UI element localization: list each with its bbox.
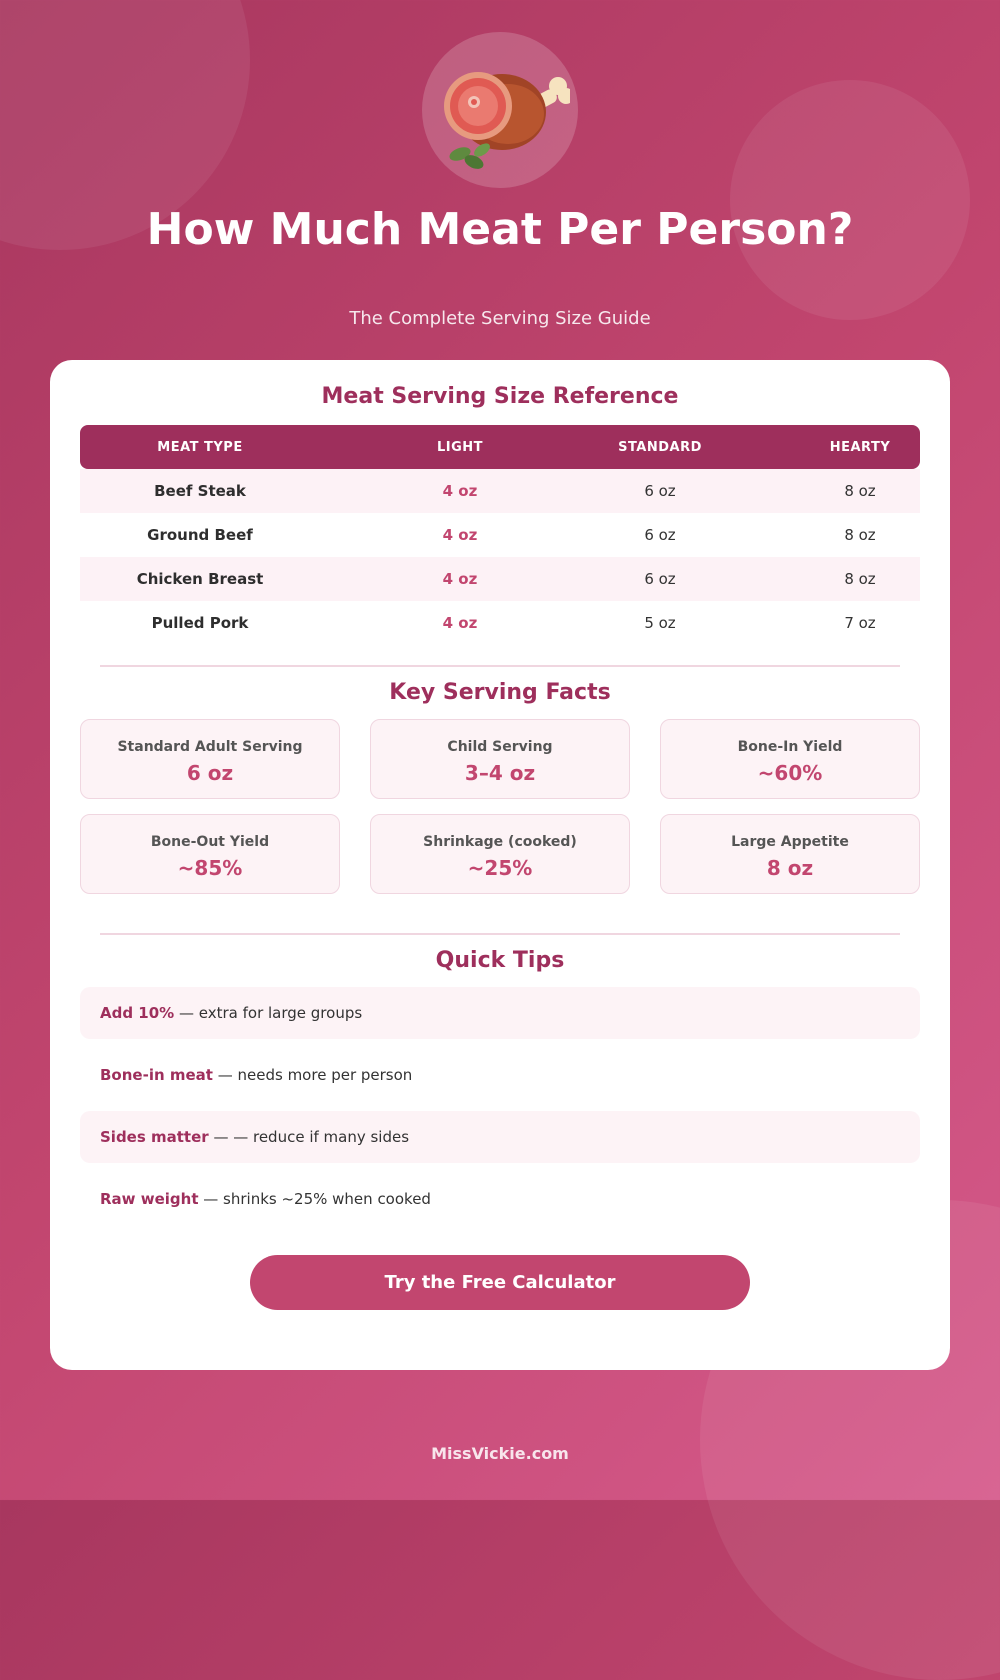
tip-item xyxy=(80,1111,920,1163)
column-header-meat-type: MEAT TYPE xyxy=(157,439,243,455)
standard-cell: 6 oz xyxy=(644,526,676,544)
fact-card-child xyxy=(370,719,630,799)
table-row xyxy=(80,557,920,601)
column-header-light: LIGHT xyxy=(436,439,484,455)
hearty-cell: 7 oz xyxy=(844,614,876,632)
hearty-cell: 8 oz xyxy=(844,570,876,588)
fact-card-bone-out-yield xyxy=(80,814,340,894)
calculator-cta-button[interactable]: Try the Free Calculator xyxy=(250,1255,750,1310)
page-title: How Much Meat Per Person? xyxy=(146,204,854,255)
light-cell: 4 oz xyxy=(442,570,478,588)
tip-key: Sides matter xyxy=(100,1128,209,1146)
tip-item xyxy=(80,1173,920,1225)
fact-value: 8 oz xyxy=(766,856,814,880)
hearty-cell: 8 oz xyxy=(844,482,876,500)
table-header xyxy=(80,425,920,469)
light-cell: 4 oz xyxy=(442,614,478,632)
facts-section-title: Key Serving Facts xyxy=(389,680,611,705)
fact-value: 6 oz xyxy=(186,761,234,785)
site-footer[interactable]: MissVickie.com xyxy=(431,1444,569,1463)
column-header-hearty: HEARTY xyxy=(829,439,891,455)
fact-label: Child Serving xyxy=(447,739,553,755)
tip-key: Raw weight xyxy=(100,1190,199,1208)
fact-label: Bone-In Yield xyxy=(737,739,843,755)
fact-card-bone-in-yield xyxy=(660,719,920,799)
section-divider xyxy=(100,933,900,935)
fact-card-large-appetite xyxy=(660,814,920,894)
table-row xyxy=(80,469,920,513)
serving-size-table xyxy=(80,425,920,645)
column-header-standard: STANDARD xyxy=(618,439,702,455)
ham-icon xyxy=(422,32,578,188)
section-divider xyxy=(100,665,900,667)
tip-text: — needs more per person xyxy=(212,1066,413,1084)
table-row xyxy=(80,601,920,645)
standard-cell: 5 oz xyxy=(644,614,676,632)
fact-value: ~60% xyxy=(757,761,823,785)
hearty-cell: 8 oz xyxy=(844,526,876,544)
page-subtitle: The Complete Serving Size Guide xyxy=(349,308,651,329)
tips-section-title: Quick Tips xyxy=(435,948,565,973)
fact-value: ~85% xyxy=(177,856,243,880)
fact-label: Standard Adult Serving xyxy=(117,739,303,755)
tip-key: Add 10% xyxy=(100,1004,175,1022)
fact-value: 3–4 oz xyxy=(464,761,536,785)
fact-card-standard-adult xyxy=(80,719,340,799)
tip-item xyxy=(80,1049,920,1101)
fact-card-shrinkage xyxy=(370,814,630,894)
standard-cell: 6 oz xyxy=(644,570,676,588)
table-row xyxy=(80,513,920,557)
meat-type-cell: Beef Steak xyxy=(154,482,246,500)
meat-type-cell: Pulled Pork xyxy=(151,614,249,632)
tip-text: — shrinks ~25% when cooked xyxy=(198,1190,431,1208)
tip-item xyxy=(80,987,920,1039)
meat-type-cell: Chicken Breast xyxy=(136,570,264,588)
fact-label: Bone-Out Yield xyxy=(150,834,270,850)
tip-text: — extra for large groups xyxy=(174,1004,363,1022)
meat-type-cell: Ground Beef xyxy=(147,526,253,544)
standard-cell: 6 oz xyxy=(644,482,676,500)
light-cell: 4 oz xyxy=(442,526,478,544)
table-section-title: Meat Serving Size Reference xyxy=(321,384,679,409)
tip-text: — — reduce if many sides xyxy=(208,1128,410,1146)
fact-label: Large Appetite xyxy=(731,834,849,850)
guide-card xyxy=(50,360,950,1370)
fact-value: ~25% xyxy=(467,856,533,880)
light-cell: 4 oz xyxy=(442,482,478,500)
fact-label: Shrinkage (cooked) xyxy=(423,834,577,850)
tip-key: Bone-in meat xyxy=(100,1066,213,1084)
